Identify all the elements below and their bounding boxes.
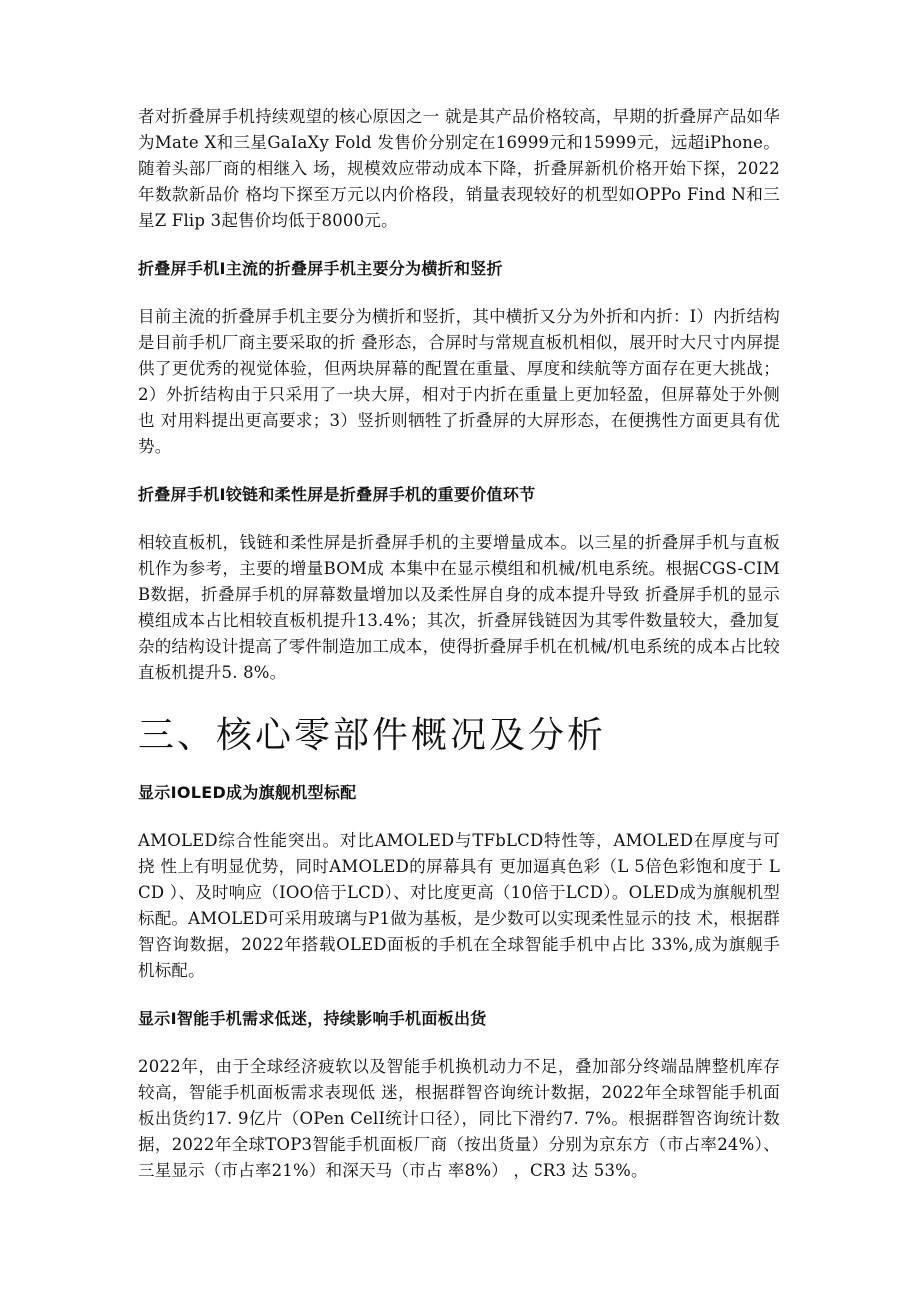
subheading-fold-types: 折叠屏手机I主流的折叠屏手机主要分为横折和竖折 [138,259,503,278]
subheading-panel-shipments: 显示I智能手机需求低迷，持续影响手机面板出货 [138,1009,487,1028]
document-page [138,104,780,1184]
paragraph-panel-shipments: 2022年，由于全球经济疲软以及智能手机换机动力不足，叠加部分终端品牌整机库存较高，智能手机面板需求表现低 迷，根据群智咨询统计数据，2022年全球智能手机面板出货约17. 9亿片（OPen CelI统计口径），同比下滑约7. 7%。根据群智咨询统计数据，2022年全球TOP3智能手机面板厂商（按出货量）分别为京东方（市占率24%）、三星显示（市占率21%）和深天马（市占 率8%） ，CR3 达 53%。 [138,1057,780,1180]
paragraph-hinge-value: 相较直板机，钱链和柔性屏是折叠屏手机的主要增量成本。以三星的折叠屏手机与直板机作为参考，主要的增量BOM成 本集中在显示模组和机械/机电系统。根据CGS-CIMB数据，折叠屏手机的屏幕数量增加以及柔性屏自身的成本提升导致 折叠屏手机的显示模组成本占比相较直板机提升13.4%；其次，折叠屏钱链因为其零件数量较大，叠加复杂的结构设计提高了零件制造加工成本，使得折叠屏手机在机械/机电系统的成本占比较直板机提升5. 8%。 [138,533,780,682]
section-title-core-components: 三、核心零部件概况及分析 [138,715,607,756]
paragraph-price-trend: 者对折叠屏手机持续观望的核心原因之一 就是其产品价格较高，早期的折叠屏产品如华为Mate X和三星GaIaXy Fold 发售价分别定在16999元和15999元，远超iPhone。随着头部厂商的相继入 场，规模效应带动成本下降，折叠屏新机价格开始下探，2022年数款新品价 格均下探至万元以内价格段，销量表现较好的机型如OPPo Find N和三星Z Flip 3起售价均低于8000元。 [138,107,780,230]
subheading-hinge-value: 折叠屏手机I铰链和柔性屏是折叠屏手机的重要价值环节 [138,485,536,504]
paragraph-fold-types: 目前主流的折叠屏手机主要分为横折和竖折，其中横折又分为外折和内折：I）内折结构是目前手机厂商主要采取的折 叠形态，合屏时与常规直板机相似，展开时大尺寸内屏提供了更优秀的视觉体验，但两块屏幕的配置在重量、厚度和续航等方面存在更大挑战；2）外折结构由于只采用了一块大屏，相对于内折在重量上更加轻盈，但屏幕处于外侧也 对用料提出更高要求；3）竖折则牺牲了折叠屏的大屏形态，在便携性方面更具有优势。 [138,307,780,456]
subheading-oled: 显示IOLED成为旗舰机型标配 [138,783,357,802]
paragraph-oled: AMOLED综合性能突出。对比AMOLED与TFbLCD特性等，AMOLED在厚度与可挠 性上有明显优势，同时AMOLED的屏幕具有 更加逼真色彩（L 5倍色彩饱和度于 LCD ）、及时响应（IOO倍于LCD）、对比度更高（10倍于LCD）。OLED成为旗舰机型标配。AMOLED可采用玻璃与P1做为基板，是少数可以实现柔性显示的技 术，根据群智咨询数据，2022年搭载OLED面板的手机在全球智能手机中占比 33%,成为旗舰手机标配。 [138,831,780,980]
